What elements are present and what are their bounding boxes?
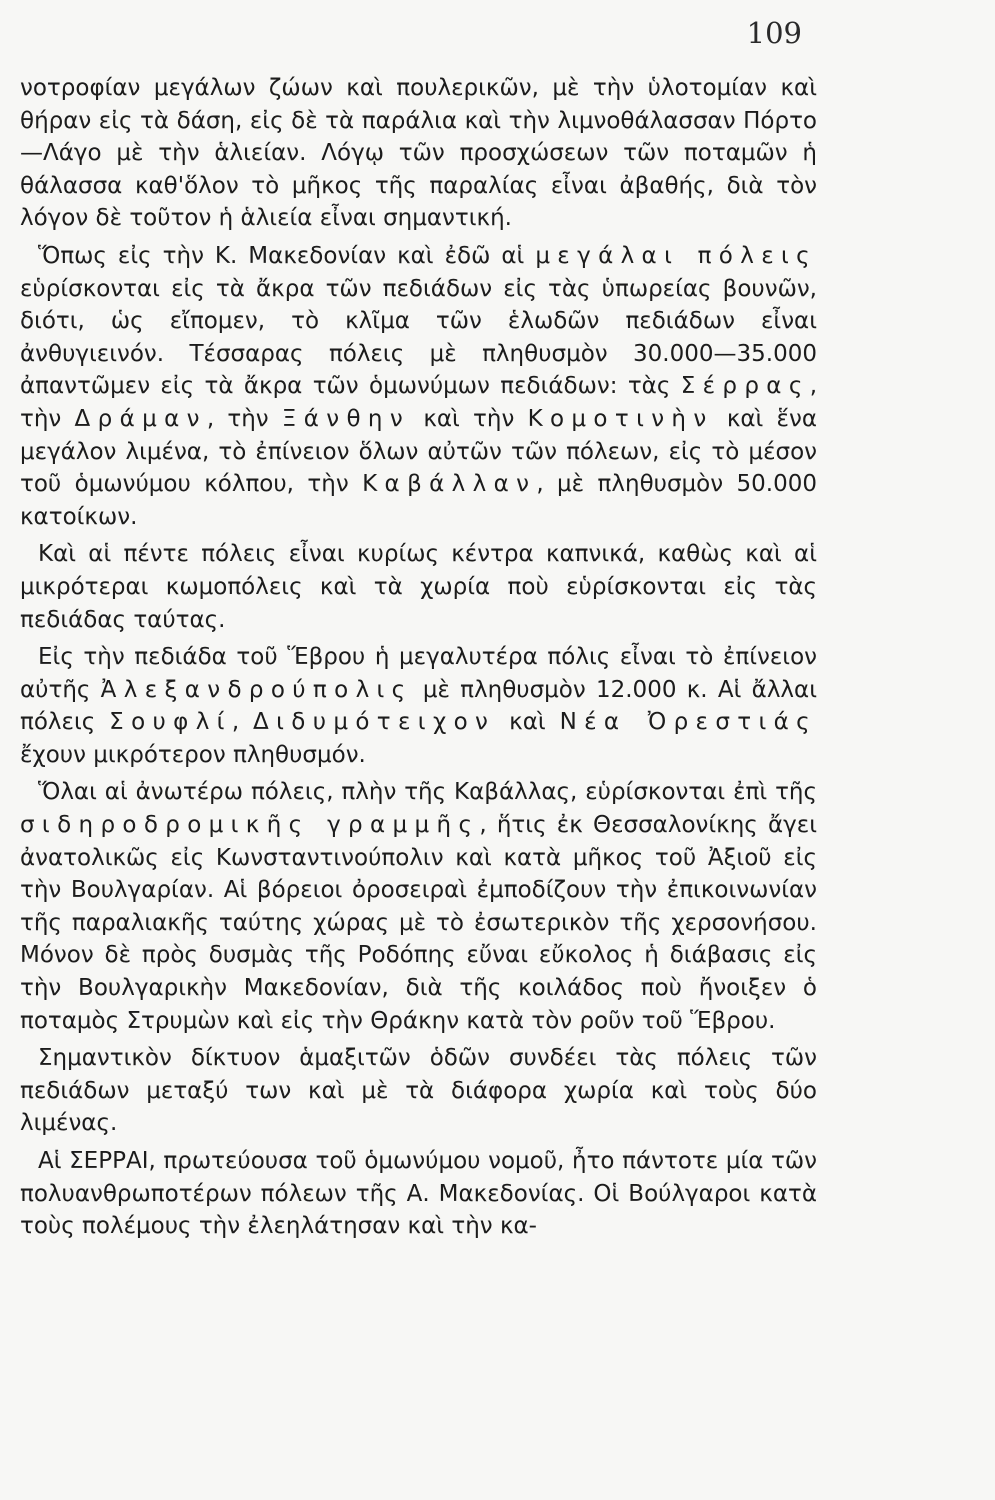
spaced-emphasis: σιδηροδρομικῆς γραμμῆς	[20, 812, 480, 839]
paragraph	[20, 641, 817, 771]
text-run: , ἥτις ἐκ Θεσσαλονίκης ἄγει ἀνατολικῶς εἰς Κωνσταντινούπολιν καὶ κατὰ μῆκος τοῦ Ἀξιοῦ εἰς τὴν Βουλγαρίαν. Αἱ βόρειοι ὀροσειραὶ ἐμποδίζουν τὴν ἐπικοινωνίαν τῆς παραλιακῆς ταύτης χώρας μὲ τὸ ἐσωτερικὸν τῆς χερσονήσου. Μόνον δὲ πρὸς δυσμὰς τῆς Ροδόπης εὔναι εὔκολος ἡ διάβασις εἰς τὴν Βουλγαρικὴν Μακεδονίαν, διὰ τῆς κοιλάδος ποὺ ἤνοιξεν ὁ ποταμὸς Στρυμὼν καὶ εἰς τὴν Θράκην κατὰ τὸν ροῦν τοῦ Ἕβρου.	[20, 812, 817, 1034]
spaced-emphasis: μεγάλαι πόλεις	[535, 242, 817, 269]
text-run: καὶ τὴν	[410, 405, 528, 432]
text-run: , μὲ πληθυσμὸν 50.000 κατοίκων.	[20, 471, 817, 530]
spaced-emphasis: Ξάνθην	[281, 405, 411, 432]
paragraph	[20, 240, 817, 533]
text-run: ἔχουν μικρότερον πληθυσμόν.	[20, 741, 366, 768]
text-run: , τὴν	[20, 373, 817, 432]
text-run: καὶ	[495, 709, 560, 736]
spaced-emphasis: Κομοτινὴν	[527, 405, 714, 432]
text-run: Ὅλαι αἱ ἀνωτέρω πόλεις, πλὴν τῆς Καβάλλας, εὑρίσκονται ἐπὶ τῆς	[38, 779, 817, 806]
paragraph	[20, 538, 817, 636]
spaced-emphasis: Δράμαν	[74, 405, 207, 432]
text-run: μὲ πληθυσμὸν 12.000 κ. Αἱ ἄλλαι πόλεις	[20, 676, 817, 736]
page-number: 109	[746, 16, 802, 50]
spaced-emphasis: Καβάλλαν	[362, 471, 537, 498]
text-run: εὑρίσκονται εἰς τὰ ἄκρα τῶν πεδιάδων εἰς τὰς ὑπωρείας βουνῶν, διότι, ὡς εἴπομεν, τὸ κλῖμα τῶν ἑλωδῶν πεδιάδων εἶναι ἀνθυγιεινόν. Τέσσαρας πόλεις μὲ πληθυσμὸν 30.000—35.000 ἀπαντῶμεν εἰς τὰ ἄκρα τῶν ὁμωνύμων πεδιάδων: τὰς	[20, 275, 817, 400]
text-run: Σημαντικὸν δίκτυον ἁμαξιτῶν ὁδῶν συνδέει τὰς πόλεις τῶν πεδιάδων μεταξύ των καὶ μὲ τὰ διάφορα χωρία καὶ τοὺς δύο λιμένας.	[20, 1045, 817, 1137]
paragraph	[20, 1042, 817, 1140]
spaced-emphasis: Σουφλί	[109, 709, 232, 736]
spaced-emphasis: Ἀλεξανδρούπολις	[100, 676, 413, 703]
text-run: ,	[231, 709, 254, 736]
text-run: Εἰς τὴν πεδιάδα τοῦ Ἕβρου ἡ μεγαλυτέρα πόλις εἶναι τὸ ἐπίνειον αὐτῆς	[20, 644, 817, 703]
text-run: Καὶ αἱ πέντε πόλεις εἶναι κυρίως κέντρα καπνικά, καθὼς καὶ αἱ μικρότεραι κωμοπόλεις καὶ τὰ χωρία ποὺ εὑρίσκονται εἰς τὰς πεδιάδας ταύτας.	[20, 541, 817, 633]
body-text	[20, 72, 817, 1243]
paragraph	[20, 72, 817, 235]
text-run: νοτροφίαν μεγάλων ζώων καὶ πουλερικῶν, μὲ τὴν ὑλοτομίαν καὶ θήραν εἰς τὰ δάση, εἰς δὲ τὰ παράλια καὶ τὴν λιμνοθάλασσαν Πόρτο—Λάγο μὲ τὴν ἁλιείαν. Λόγῳ τῶν προσχώσεων τῶν ποταμῶν ἡ θάλασσα καθ'ὅλον τὸ μῆκος τῆς παραλίας εἶναι ἀβαθής, διὰ τὸν λόγον δὲ τοῦτον ἡ ἁλιεία εἶναι σημαντική.	[20, 75, 817, 232]
text-run: , τὴν	[206, 405, 282, 432]
paragraph	[20, 776, 817, 1037]
text-run: Ὅπως εἰς τὴν Κ. Μακεδονίαν καὶ ἐδῶ αἱ	[38, 242, 536, 269]
spaced-emphasis: Νέα Ὀρεστιάς	[559, 709, 818, 736]
paragraph	[20, 1145, 817, 1243]
text-run: καὶ ἕνα μεγάλον λιμένα, τὸ ἐπίνειον ὅλων αὐτῶν τῶν πόλεων, εἰς τὸ μέσον τοῦ ὁμωνύμου κόλπου, τὴν	[20, 405, 817, 498]
text-run: Αἱ ΣΕΡΡΑΙ, πρωτεύουσα τοῦ ὁμωνύμου νομοῦ, ἦτο πάντοτε μία τῶν πολυανθρωποτέρων πόλεων τῆς Α. Μακεδονίας. Οἱ Βούλγαροι κατὰ τοὺς πολέμους τὴν ἐλεηλάτησαν καὶ τὴν κα-	[20, 1148, 817, 1240]
spaced-emphasis: Διδυμότειχον	[253, 709, 496, 736]
spaced-emphasis: Σέρρας	[680, 373, 810, 400]
